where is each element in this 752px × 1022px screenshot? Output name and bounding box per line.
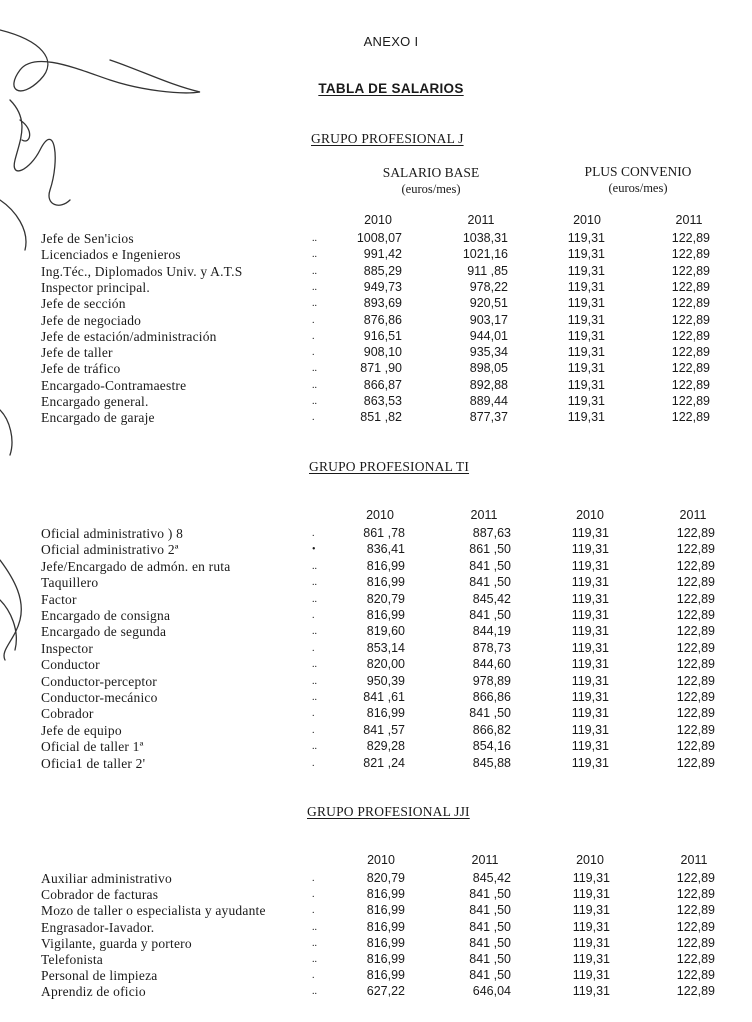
plus-convenio-value: 122,89 <box>676 919 715 934</box>
plus-convenio-value: 119,31 <box>571 591 609 606</box>
year-header: 2010 <box>573 213 601 227</box>
leader-dots: . <box>312 873 315 884</box>
category-name: Inspector principal. <box>41 279 150 295</box>
plus-convenio-value: 122,89 <box>671 231 710 245</box>
table-row <box>0 608 752 624</box>
category-name: Taquillero <box>41 575 99 591</box>
salario-base-value: 816,99 <box>366 558 405 573</box>
plus-convenio-value: 119,31 <box>571 558 609 573</box>
leader-dots: .. <box>312 249 317 261</box>
salario-base-value: 841 ,50 <box>469 558 511 573</box>
category-name: Inspector <box>41 640 94 656</box>
salario-base-value: 816,99 <box>366 968 405 983</box>
table-row <box>0 624 752 640</box>
plus-convenio-unit: (euros/mes) <box>608 181 668 195</box>
category-name: Jefe de tráfico <box>41 361 121 377</box>
plus-convenio-value: 122,89 <box>676 903 715 918</box>
plus-convenio-value: 122,89 <box>676 640 715 655</box>
salario-base-value: 861 ,78 <box>363 526 405 540</box>
category-name: Engrasador-Iavador. <box>41 919 155 935</box>
plus-convenio-value: 119,31 <box>571 690 609 704</box>
plus-convenio-value: 122,89 <box>671 328 710 343</box>
year-header: 2010 <box>576 508 604 522</box>
category-name: Mozo de taller o especialista y ayudante <box>41 903 266 919</box>
salario-base-value: 816,99 <box>366 706 405 721</box>
group-title-j: GRUPO PROFESIONAL J <box>311 131 464 146</box>
salario-base-value: 885,29 <box>363 263 402 278</box>
salario-base-value: 944,01 <box>469 328 508 343</box>
year-header: 2010 <box>367 853 395 867</box>
plus-convenio-value: 119,31 <box>567 410 605 425</box>
category-name: Encargado de segunda <box>41 624 167 640</box>
salario-base-value: 871 ,90 <box>360 361 402 376</box>
plus-convenio-value: 119,31 <box>572 871 610 885</box>
category-name: Oficial administrativo ) 8 <box>41 526 184 541</box>
salario-base-value: 841 ,50 <box>469 575 511 590</box>
salario-base-value: 876,86 <box>363 312 402 327</box>
salario-base-value: 845,88 <box>472 755 511 770</box>
plus-convenio-value: 122,89 <box>676 755 715 770</box>
salario-base-value: 851 ,82 <box>360 410 402 425</box>
plus-convenio-value: 122,89 <box>671 410 710 425</box>
plus-convenio-value: 119,31 <box>567 345 605 360</box>
salario-base-value: 841 ,50 <box>469 968 511 983</box>
salario-base-value: 991,42 <box>363 247 402 262</box>
plus-convenio-value: 119,31 <box>571 542 609 557</box>
plus-convenio-value: 119,31 <box>567 296 605 311</box>
leader-dots: . <box>312 528 315 539</box>
salario-base-value: 816,99 <box>366 903 405 918</box>
table-row <box>0 706 752 722</box>
salario-base-value: 853,14 <box>366 640 405 655</box>
table-row <box>0 247 752 263</box>
plus-convenio-value: 119,31 <box>572 984 610 999</box>
category-name: Cobrador <box>41 706 94 722</box>
table-row <box>0 936 752 952</box>
category-name: Vigilante, guarda y portero <box>41 935 192 951</box>
table-row <box>0 559 752 575</box>
salario-base-value: 916,51 <box>363 328 402 343</box>
plus-convenio-value: 122,89 <box>676 657 715 672</box>
salario-base-value: 841 ,50 <box>469 919 511 934</box>
leader-dots: . <box>312 905 315 917</box>
plus-convenio-value: 119,31 <box>567 231 605 245</box>
leader-dots: .. <box>312 937 317 949</box>
salario-base-value: 841 ,50 <box>469 903 511 918</box>
category-name: Oficia1 de taller 2' <box>41 755 146 771</box>
leader-dots: . <box>312 610 315 621</box>
table-row <box>0 952 752 968</box>
plus-convenio-value: 119,31 <box>571 706 609 721</box>
salario-base-value: 816,99 <box>366 575 405 590</box>
plus-convenio-value: 119,31 <box>567 328 605 343</box>
leader-dots: . <box>312 724 315 736</box>
table-row <box>0 231 752 247</box>
year-header: 2011 <box>470 508 498 522</box>
plus-convenio-value: 119,31 <box>571 673 609 688</box>
salario-base-value: 920,51 <box>469 296 508 311</box>
category-name: Encargado general. <box>41 394 149 409</box>
salario-base-value: 841 ,50 <box>469 608 511 622</box>
category-name: Telefonista <box>41 952 103 967</box>
leader-dots: • <box>312 544 316 556</box>
leader-dots: . <box>312 708 315 720</box>
category-name: Factor <box>41 591 77 607</box>
salario-base-value: 841 ,50 <box>469 952 511 966</box>
table-row <box>0 871 752 887</box>
plus-convenio-value: 119,31 <box>567 247 605 262</box>
salario-base-value: 816,99 <box>366 608 405 622</box>
leader-dots: .. <box>312 560 317 572</box>
plus-convenio-value: 122,89 <box>676 887 715 902</box>
table-row <box>0 329 752 345</box>
category-name: Cobrador de facturas <box>41 887 159 903</box>
plus-convenio-value: 119,31 <box>571 575 609 590</box>
salario-base-value: 903,17 <box>469 312 508 327</box>
plus-convenio-value: 119,31 <box>571 640 609 655</box>
plus-convenio-value: 119,31 <box>572 968 610 983</box>
table-row <box>0 280 752 296</box>
salario-base-value: 816,99 <box>366 935 405 950</box>
salario-base-value: 816,99 <box>366 952 405 966</box>
plus-convenio-value: 122,89 <box>676 542 715 557</box>
leader-dots: .. <box>312 626 317 638</box>
table-row <box>0 542 752 558</box>
plus-convenio-value: 119,31 <box>572 935 610 950</box>
table-row <box>0 296 752 312</box>
leader-dots: .. <box>312 281 317 293</box>
salario-base-value: 845,42 <box>472 871 511 885</box>
category-name: Encargado de consigna <box>41 608 171 623</box>
leader-dots: .. <box>312 921 317 933</box>
plus-convenio-header: PLUS CONVENIO <box>584 164 692 179</box>
category-name: Jefe de sección <box>41 296 126 312</box>
plus-convenio-value: 119,31 <box>572 887 610 902</box>
plus-convenio-value: 119,31 <box>572 919 610 934</box>
salario-base-unit: (euros/mes) <box>401 182 461 196</box>
plus-convenio-value: 122,89 <box>676 984 715 999</box>
salario-base-value: 1008,07 <box>356 231 402 245</box>
salario-base-value: 911 ,85 <box>467 263 508 278</box>
category-name: Oficial administrativo 2ª <box>41 542 179 558</box>
salario-base-value: 908,10 <box>363 345 402 360</box>
plus-convenio-value: 122,89 <box>671 247 710 262</box>
table-title: TABLA DE SALARIOS <box>318 81 464 96</box>
leader-dots: . <box>312 412 315 424</box>
leader-dots: . <box>312 314 315 326</box>
table-row <box>0 641 752 657</box>
salario-base-value: 836,41 <box>366 542 405 557</box>
year-header: 2011 <box>675 213 703 227</box>
category-name: Jefe de negociado <box>41 312 142 328</box>
salario-base-value: 887,63 <box>472 526 511 540</box>
plus-convenio-value: 122,89 <box>671 279 710 294</box>
leader-dots: .. <box>312 692 317 703</box>
plus-convenio-value: 119,31 <box>567 279 605 294</box>
category-name: Ing.Téc., Diplomados Univ. y A.T.S <box>41 263 243 279</box>
plus-convenio-value: 119,31 <box>567 394 605 408</box>
leader-dots: .. <box>312 659 317 671</box>
year-header-row <box>0 508 752 524</box>
salario-base-value: 816,99 <box>366 919 405 934</box>
leader-dots: .. <box>312 954 317 965</box>
salario-base-value: 935,34 <box>469 345 508 360</box>
salario-base-value: 845,42 <box>472 591 511 606</box>
table-row <box>0 723 752 739</box>
category-name: Encargado de garaje <box>41 410 155 426</box>
table-row <box>0 920 752 936</box>
plus-convenio-value: 122,89 <box>676 624 715 639</box>
category-name: Jefe de equipo <box>41 722 122 738</box>
table-row <box>0 378 752 394</box>
table-row <box>0 410 752 426</box>
category-name: Conductor-perceptor <box>41 673 157 689</box>
salario-base-value: 816,99 <box>366 887 405 902</box>
plus-convenio-value: 119,31 <box>567 263 605 278</box>
salario-base-value: 866,82 <box>472 722 511 737</box>
leader-dots: .. <box>312 298 317 310</box>
plus-convenio-value: 119,31 <box>571 526 609 540</box>
salario-base-value: 854,16 <box>472 739 511 754</box>
salario-base-header: SALARIO BASE <box>382 165 480 180</box>
plus-convenio-value: 122,89 <box>676 575 715 590</box>
salario-base-value: 841 ,57 <box>363 722 405 737</box>
category-name: Jefe de Sen'icios <box>41 231 134 246</box>
salario-base-value: 1038,31 <box>462 231 508 245</box>
leader-dots: . <box>312 347 315 359</box>
plus-convenio-value: 122,89 <box>676 871 715 885</box>
salario-base-value: 877,37 <box>469 410 508 425</box>
leader-dots: . <box>312 757 315 769</box>
annex-title: ANEXO I <box>363 34 419 49</box>
table-row <box>0 592 752 608</box>
salario-base-value: 866,86 <box>472 690 511 704</box>
plus-convenio-value: 119,31 <box>571 624 609 639</box>
salario-base-value: 866,87 <box>363 377 402 392</box>
plus-convenio-value: 122,89 <box>671 377 710 392</box>
year-header: 2011 <box>679 508 707 522</box>
category-name: Licenciados e Ingenieros <box>41 247 181 263</box>
salario-base-value: 950,39 <box>366 673 405 688</box>
plus-convenio-value: 119,31 <box>571 739 609 754</box>
salario-base-value: 646,04 <box>472 984 511 999</box>
year-header-row <box>0 853 752 869</box>
table-row <box>0 968 752 984</box>
salario-base-value: 893,69 <box>363 296 402 311</box>
plus-convenio-value: 122,89 <box>676 739 715 754</box>
salario-base-value: 889,44 <box>469 394 508 408</box>
leader-dots: .. <box>312 233 317 244</box>
salario-base-value: 863,53 <box>363 394 402 408</box>
salario-base-value: 819,60 <box>366 624 405 639</box>
plus-convenio-value: 119,31 <box>571 608 609 622</box>
leader-dots: .. <box>312 265 317 277</box>
leader-dots: .. <box>312 363 317 375</box>
leader-dots: .. <box>312 741 317 753</box>
plus-convenio-value: 122,89 <box>676 706 715 721</box>
plus-convenio-value: 122,89 <box>671 312 710 327</box>
plus-convenio-value: 119,31 <box>567 312 605 327</box>
table-row <box>0 361 752 377</box>
salario-base-value: 878,73 <box>472 640 511 655</box>
salario-base-value: 841 ,50 <box>469 887 511 902</box>
salario-base-value: 1021,16 <box>462 247 508 262</box>
year-header: 2011 <box>471 853 499 867</box>
category-name: Aprendiz de oficio <box>41 984 146 1000</box>
plus-convenio-value: 119,31 <box>567 361 605 376</box>
leader-dots: . <box>312 889 315 901</box>
leader-dots: .. <box>312 675 317 687</box>
year-header: 2011 <box>680 853 708 867</box>
group-title-ti: GRUPO PROFESIONAL TI <box>309 459 470 474</box>
plus-convenio-value: 122,89 <box>676 952 715 966</box>
plus-convenio-value: 122,89 <box>671 361 710 376</box>
plus-convenio-value: 122,89 <box>676 673 715 688</box>
leader-dots: . <box>312 970 315 982</box>
plus-convenio-value: 122,89 <box>676 608 715 622</box>
table-row <box>0 739 752 755</box>
salario-base-value: 841 ,50 <box>469 935 511 950</box>
salario-base-value: 892,88 <box>469 377 508 392</box>
year-header-row <box>0 213 752 229</box>
table-row <box>0 313 752 329</box>
plus-convenio-value: 122,89 <box>671 296 710 311</box>
leader-dots: . <box>312 642 315 654</box>
category-name: Auxiliar administrativo <box>41 871 172 886</box>
leader-dots: .. <box>312 396 317 407</box>
category-name: Conductor-mecánico <box>41 690 158 705</box>
table-row <box>0 345 752 361</box>
salario-base-value: 844,19 <box>472 624 511 639</box>
salario-base-value: 841 ,50 <box>469 706 511 721</box>
category-name: Personal de limpieza <box>41 968 158 984</box>
year-header: 2010 <box>366 508 394 522</box>
plus-convenio-value: 122,89 <box>676 935 715 950</box>
salario-base-value: 978,22 <box>469 279 508 294</box>
table-row <box>0 394 752 410</box>
leader-dots: .. <box>312 593 317 605</box>
leader-dots: .. <box>312 379 317 391</box>
leader-dots: . <box>312 330 315 342</box>
year-header: 2010 <box>364 213 392 227</box>
plus-convenio-value: 119,31 <box>571 755 609 770</box>
plus-convenio-value: 122,89 <box>676 968 715 983</box>
plus-convenio-value: 122,89 <box>671 394 710 408</box>
salario-base-value: 898,05 <box>469 361 508 376</box>
salario-base-value: 841 ,61 <box>363 690 405 704</box>
salario-base-value: 978,89 <box>472 673 511 688</box>
table-row <box>0 756 752 772</box>
salario-base-value: 820,00 <box>366 657 405 672</box>
leader-dots: .. <box>312 986 317 998</box>
table-row <box>0 526 752 542</box>
plus-convenio-value: 119,31 <box>572 952 610 966</box>
plus-convenio-value: 119,31 <box>571 657 609 672</box>
plus-convenio-value: 122,89 <box>671 345 710 360</box>
leader-dots: .. <box>312 577 317 589</box>
category-name: Conductor <box>41 657 100 673</box>
salario-base-value: 820,79 <box>366 871 405 885</box>
table-row <box>0 903 752 919</box>
salario-base-value: 820,79 <box>366 591 405 606</box>
category-name: Oficial de taller 1ª <box>41 739 144 755</box>
table-row <box>0 657 752 673</box>
category-name: Jefe de taller <box>41 345 113 361</box>
table-row <box>0 984 752 1000</box>
year-header: 2011 <box>467 213 495 227</box>
group-title-jji: GRUPO PROFESIONAL JJI <box>307 804 470 819</box>
salario-base-value: 829,28 <box>366 739 405 754</box>
year-header: 2010 <box>576 853 604 867</box>
salario-base-value: 821 ,24 <box>363 755 405 770</box>
table-row <box>0 264 752 280</box>
plus-convenio-value: 122,89 <box>671 263 710 278</box>
table-row <box>0 887 752 903</box>
salario-base-value: 861 ,50 <box>469 542 511 557</box>
salario-base-value: 949,73 <box>363 279 402 294</box>
plus-convenio-value: 122,89 <box>676 591 715 606</box>
plus-convenio-value: 122,89 <box>676 690 715 704</box>
plus-convenio-value: 122,89 <box>676 558 715 573</box>
plus-convenio-value: 122,89 <box>676 526 715 540</box>
salario-base-value: 844,60 <box>472 657 511 672</box>
table-row <box>0 690 752 706</box>
plus-convenio-value: 119,31 <box>567 377 605 392</box>
salario-base-value: 627,22 <box>366 984 405 999</box>
category-name: Encargado-Contramaestre <box>41 377 187 393</box>
table-row <box>0 575 752 591</box>
plus-convenio-value: 119,31 <box>572 903 610 918</box>
plus-convenio-value: 122,89 <box>676 722 715 737</box>
plus-convenio-value: 119,31 <box>571 722 609 737</box>
table-row <box>0 674 752 690</box>
category-name: Jefe/Encargado de admón. en ruta <box>41 558 231 574</box>
category-name: Jefe de estación/administración <box>41 328 217 344</box>
